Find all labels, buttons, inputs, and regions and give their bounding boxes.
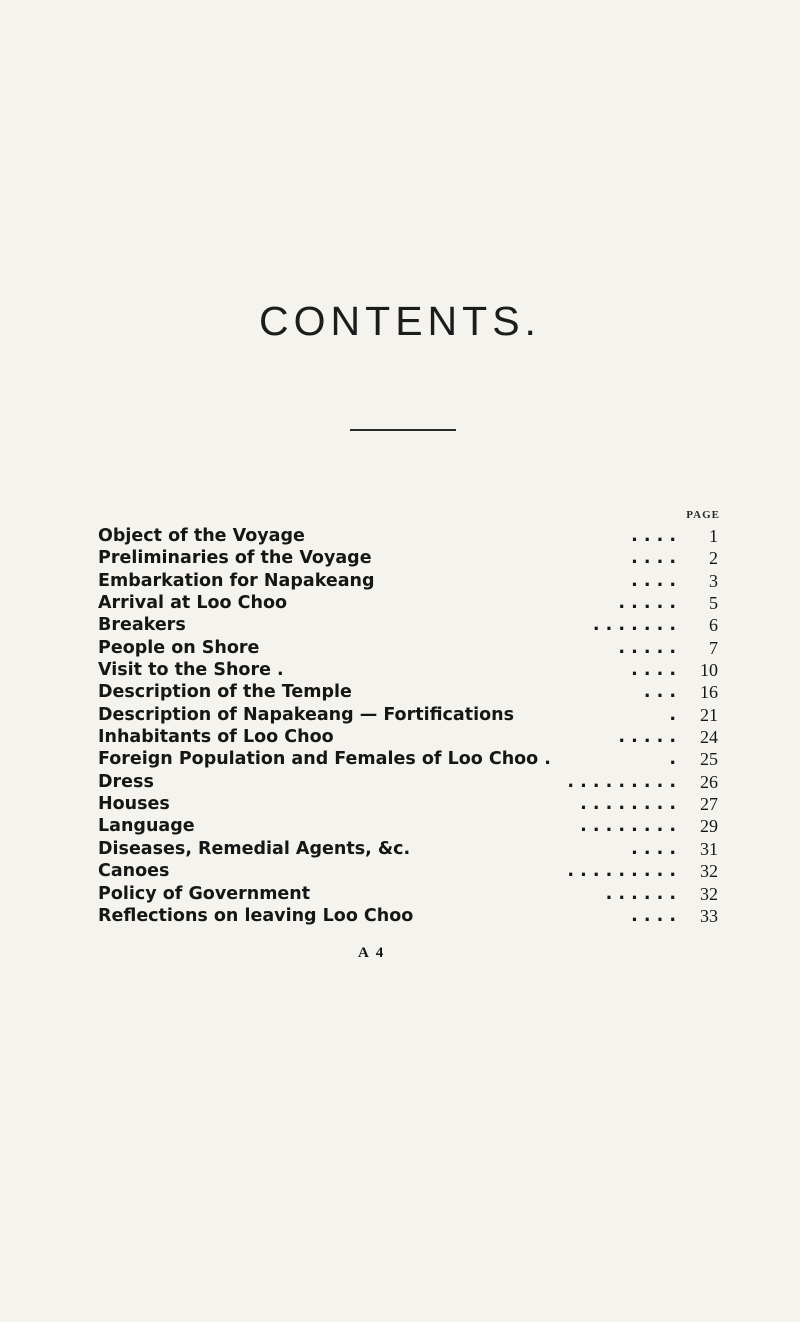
toc-entry-page: 1 <box>709 526 718 546</box>
toc-dot-leader: . . . . . . . <box>592 615 676 636</box>
page-column-header: PAGE <box>686 509 720 521</box>
toc-dot-leader: . . . . <box>631 570 676 591</box>
toc-entry[interactable] <box>98 883 718 905</box>
toc-entry[interactable] <box>98 614 718 636</box>
toc-entry-page: 26 <box>700 771 718 792</box>
toc-entry-page: 7 <box>709 637 718 658</box>
toc-entry[interactable] <box>98 815 718 837</box>
toc-dot-leader: . . . . . <box>618 637 676 658</box>
toc-entry-page: 5 <box>709 593 718 614</box>
toc-entry-title: Diseases, Remedial Agents, &c. <box>98 838 411 859</box>
toc-dot-leader: . . . . <box>631 548 676 569</box>
toc-entry-page: 16 <box>700 682 718 703</box>
toc-dot-leader: . <box>669 749 676 770</box>
toc-entry-title: Policy of Government <box>98 883 311 904</box>
toc-entry-page: 32 <box>700 861 718 882</box>
toc-entry-page: 32 <box>700 883 718 904</box>
toc-dot-leader: . . . . . <box>618 727 676 748</box>
toc-dot-leader: . . . . <box>631 905 676 926</box>
toc-entry[interactable] <box>98 704 718 726</box>
toc-entry-title: Foreign Population and Females of Loo Choo . <box>98 749 551 770</box>
toc-entry-title: Preliminaries of the Voyage <box>98 548 372 569</box>
toc-entry-title: Inhabitants of Loo Choo <box>98 727 334 748</box>
toc-entry[interactable] <box>98 905 718 927</box>
toc-dot-leader: . <box>669 704 676 725</box>
toc-entry-title: People on Shore <box>98 637 260 658</box>
toc-dot-leader: . . . . <box>631 838 676 859</box>
title-rule <box>350 429 456 431</box>
toc-entry[interactable] <box>98 771 718 793</box>
toc-entry-title: Embarkation for Napakeang <box>98 570 375 591</box>
toc-entry-page: 29 <box>700 816 718 837</box>
toc-entry[interactable] <box>98 637 718 659</box>
signature-mark: A 4 <box>358 945 386 961</box>
toc-entry-title: Object of the Voyage <box>98 526 305 546</box>
toc-entry-title: Reflections on leaving Loo Choo <box>98 905 414 926</box>
toc-entry[interactable] <box>98 681 718 703</box>
toc-dot-leader: . . . . . . . . <box>580 794 676 815</box>
toc-entry-title: Dress <box>98 771 154 792</box>
toc-entry-title: Description of the Temple <box>98 682 352 703</box>
toc-entry-title: Houses <box>98 794 170 815</box>
toc-entry[interactable] <box>98 793 718 815</box>
toc-entry-page: 6 <box>709 615 718 636</box>
page-title: CONTENTS. <box>259 298 541 344</box>
toc-entry-page: 3 <box>709 570 718 591</box>
toc-entry-title: Language <box>98 816 195 837</box>
toc-entry[interactable] <box>98 525 718 547</box>
toc-dot-leader: . . . . . . . . . <box>567 771 676 792</box>
toc-entry-page: 24 <box>700 727 718 748</box>
toc-entry[interactable] <box>98 547 718 569</box>
toc-entry[interactable] <box>98 659 718 681</box>
toc-entry-title: Arrival at Loo Choo <box>98 593 288 614</box>
toc-dot-leader: . . . . . . <box>605 883 676 904</box>
toc-entry-page: 25 <box>700 749 718 770</box>
toc-entry-page: 33 <box>700 905 718 926</box>
toc-entry[interactable] <box>98 726 718 748</box>
toc-entry-page: 31 <box>700 838 718 859</box>
toc-dot-leader: . . . <box>643 682 676 703</box>
toc-entry[interactable] <box>98 860 718 882</box>
toc-entry-title: Description of Napakeang — Fortifications <box>98 704 514 725</box>
toc-entry-page: 2 <box>709 548 718 569</box>
toc-entry-page: 21 <box>700 704 718 725</box>
toc-entry-title: Breakers <box>98 615 186 636</box>
toc-dot-leader: . . . . . . . . <box>580 816 676 837</box>
toc-entry[interactable] <box>98 592 718 614</box>
toc-entry[interactable] <box>98 838 718 860</box>
toc-entry[interactable] <box>98 570 718 592</box>
table-of-contents <box>98 525 718 927</box>
toc-entry-page: 27 <box>700 794 718 815</box>
toc-dot-leader: . . . . . <box>618 593 676 614</box>
toc-dot-leader: . . . . <box>631 526 676 546</box>
toc-entry[interactable] <box>98 748 718 770</box>
toc-entry-title: Canoes <box>98 861 170 882</box>
toc-dot-leader: . . . . <box>631 660 676 681</box>
toc-entry-page: 10 <box>700 660 718 681</box>
toc-entry-title: Visit to the Shore . <box>98 660 284 681</box>
toc-dot-leader: . . . . . . . . . <box>567 861 676 882</box>
